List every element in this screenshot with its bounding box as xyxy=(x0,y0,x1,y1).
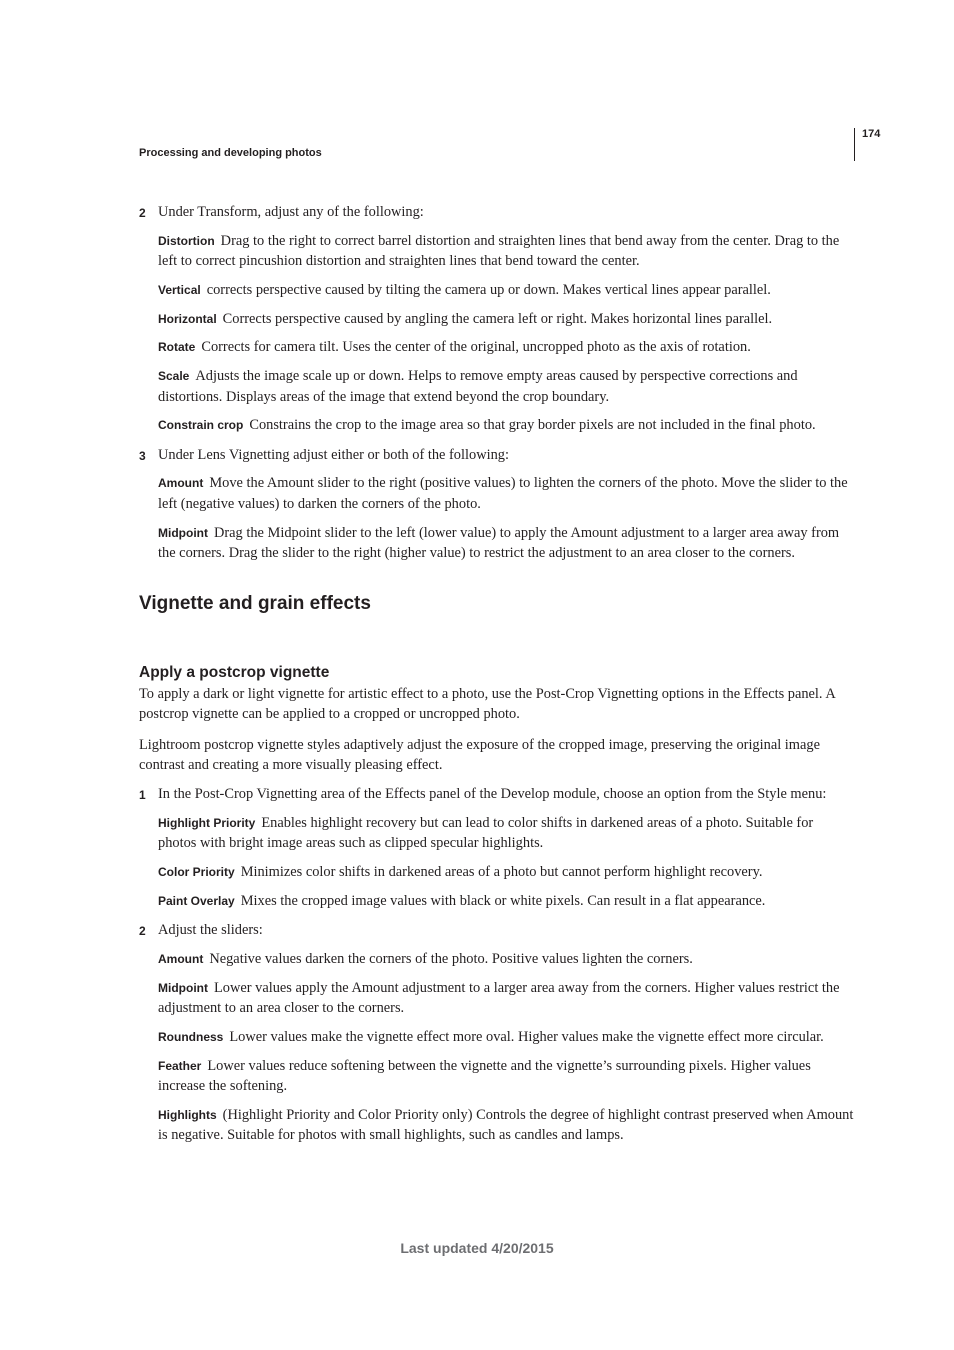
step-text: Under Transform, adjust any of the following: xyxy=(158,204,424,220)
definition-item xyxy=(158,231,854,272)
numbered-step xyxy=(139,445,854,465)
definition-item xyxy=(158,280,854,300)
definition-term: Color Priority xyxy=(158,865,235,880)
step-number: 2 xyxy=(139,206,146,220)
step-number: 1 xyxy=(139,788,146,803)
definition-term: Horizontal xyxy=(158,311,217,326)
header-divider xyxy=(854,128,855,161)
definition-term: Midpoint xyxy=(158,525,208,540)
vignette-steps xyxy=(139,784,854,1145)
step-text: Adjust the sliders: xyxy=(158,922,263,939)
definition-text: Negative values darken the corners of the photo. Positive values lighten the corners. xyxy=(209,951,693,968)
definition-term: Highlight Priority xyxy=(158,816,256,831)
transform-steps xyxy=(139,202,854,563)
definition-item xyxy=(158,1027,854,1047)
page-number: 174 xyxy=(862,128,881,140)
definition-text: Minimizes color shifts in darkened areas of a photo but cannot perform highlight recovery. xyxy=(240,864,763,881)
page-content xyxy=(139,202,854,1146)
definition-text: Move the Amount slider to the right (positive values) to lighten the corners of the photo. Move the slider to the left (negative values) to darken the corners of the photo. xyxy=(158,475,848,512)
subsection-heading: Apply a postcrop vignette xyxy=(139,664,330,682)
definition-item xyxy=(158,1105,854,1146)
definition-item xyxy=(158,523,854,564)
step-text: Under Lens Vignetting adjust either or both of the following: xyxy=(158,446,509,463)
body-paragraph: To apply a dark or light vignette for artistic effect to a photo, use the Post-Crop Vignetting options in the Effects panel. A postcrop vignette can be applied to a cropped or uncropped photo. xyxy=(139,686,835,723)
step-number: 2 xyxy=(139,924,146,939)
definition-term: Feather xyxy=(158,1058,202,1073)
definition-item xyxy=(158,813,854,854)
definition-term: Amount xyxy=(158,952,204,967)
definition-text: Constrains the crop to the image area so that gray border pixels are not included in the final photo. xyxy=(249,417,816,434)
definition-item xyxy=(158,949,854,969)
footer-last-updated: Last updated 4/20/2015 xyxy=(400,1240,554,1256)
definition-term: Roundness xyxy=(158,1030,224,1045)
section-heading: Vignette and grain effects xyxy=(139,593,371,615)
definition-text: Corrects for camera tilt. Uses the center of the original, uncropped photo as the axis of rotation. xyxy=(201,339,751,356)
definition-text: Enables highlight recovery but can lead to color shifts in darkened areas of a photo. Suitable for photos with bright image areas such as clipped specular highlights. xyxy=(158,815,814,852)
definition-text: Drag to the right to correct barrel distortion and straighten lines that bend away from the center. Drag to the left to correct pincushion distortion and straighten lines that bend toward the center. xyxy=(158,232,840,270)
running-head: Processing and developing photos xyxy=(139,147,322,159)
definition-text: Drag the Midpoint slider to the left (lower value) to apply the Amount adjustment to a larger area away from the corners. Drag the slider to the right (higher value) to restrict the adjustment to an area closer to the corners. xyxy=(158,524,840,561)
definition-text: Corrects perspective caused by angling the camera left or right. Makes horizontal lines parallel. xyxy=(222,310,773,327)
definition-item xyxy=(158,415,854,435)
definition-text: (Highlight Priority and Color Priority only) Controls the degree of highlight contrast preserved when Amount is negative. Suitable for photos with small highlights, such as candles and lamps. xyxy=(158,1106,854,1144)
definition-term: Vertical xyxy=(158,282,201,297)
definition-item xyxy=(158,978,854,1019)
definition-text: Mixes the cropped image values with black or white pixels. Can result in a flat appearance. xyxy=(240,893,766,910)
definition-term: Scale xyxy=(158,369,190,384)
definition-term: Midpoint xyxy=(158,980,208,995)
definition-term: Distortion xyxy=(158,233,215,248)
numbered-step xyxy=(139,920,854,940)
definition-text: corrects perspective caused by tilting the camera up or down. Makes vertical lines appear parallel. xyxy=(206,281,771,298)
step-text: In the Post-Crop Vignetting area of the Effects panel of the Develop module, choose an option from the Style menu: xyxy=(158,786,827,803)
definition-item xyxy=(158,473,854,514)
definition-term: Highlights xyxy=(158,1107,217,1122)
definition-item xyxy=(158,366,854,407)
definition-item xyxy=(158,862,854,882)
definition-text: Lower values make the vignette effect more oval. Higher values make the vignette effect more circular. xyxy=(229,1029,824,1046)
definition-text: Lower values apply the Amount adjustment to a larger area away from the corners. Higher values restrict the adjustment to an area closer to the corners. xyxy=(158,979,840,1017)
definition-item xyxy=(158,891,854,911)
numbered-step xyxy=(139,784,854,804)
definition-term: Paint Overlay xyxy=(158,894,235,909)
definition-item xyxy=(158,337,854,357)
definition-text: Lower values reduce softening between the vignette and the vignette’s surrounding pixels. Higher values increase the softening. xyxy=(158,1057,811,1095)
step-number: 3 xyxy=(139,448,146,463)
body-paragraph: Lightroom postcrop vignette styles adaptively adjust the exposure of the cropped image, preserving the original image contrast and creating a more visually pleasing effect. xyxy=(139,736,820,774)
definition-item xyxy=(158,1056,854,1097)
definition-term: Rotate xyxy=(158,340,196,355)
definition-term: Amount xyxy=(158,476,204,491)
definition-text: Adjusts the image scale up or down. Helps to remove empty areas caused by perspective corrections and distortions. Displays areas of the image that extend beyond the crop boundary. xyxy=(158,368,798,405)
definition-item xyxy=(158,309,854,329)
numbered-step xyxy=(139,202,854,222)
definition-term: Constrain crop xyxy=(158,418,244,433)
